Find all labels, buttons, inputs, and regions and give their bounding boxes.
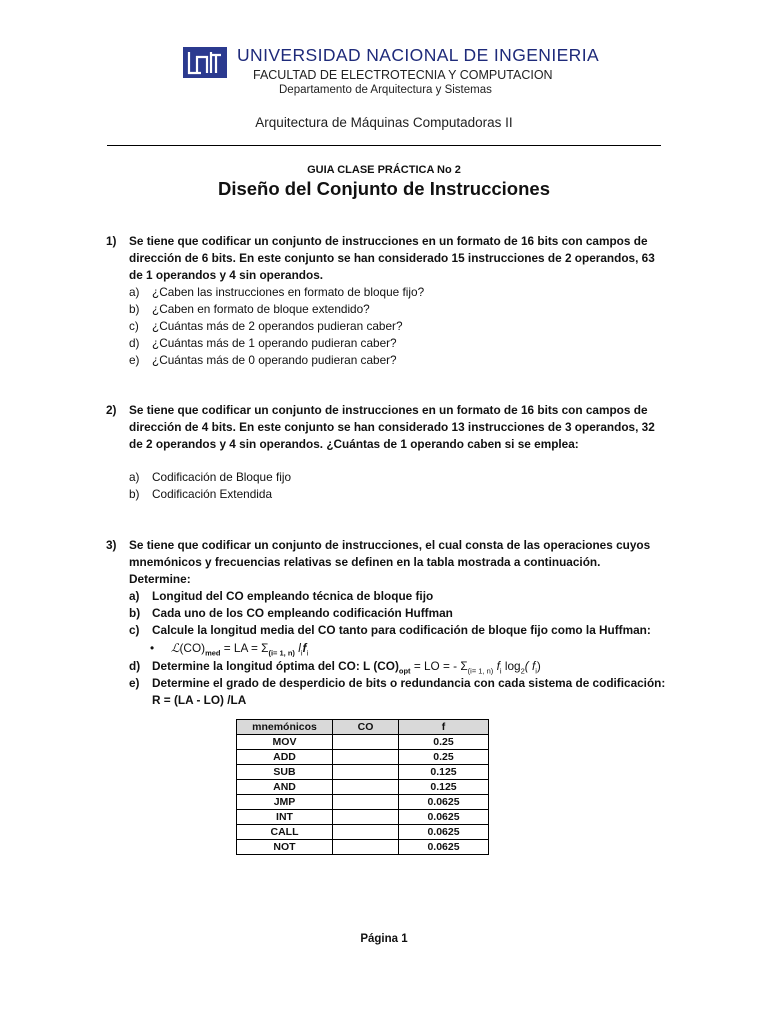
q1-item-e: ¿Cuántas más de 0 operando pudieran caber? xyxy=(152,353,397,367)
table-cell: 0.125 xyxy=(399,780,489,795)
q3-item-b: Cada uno de los CO empleando codificación Huffman xyxy=(152,606,453,620)
table-row xyxy=(237,780,489,795)
table-row xyxy=(237,825,489,840)
table-cell: 0.0625 xyxy=(399,795,489,810)
question-3-number: 3) xyxy=(106,538,117,552)
table-cell: 0.0625 xyxy=(399,840,489,855)
q1-item-d: ¿Cuántas más de 1 operando pudieran caber? xyxy=(152,336,397,350)
header-divider xyxy=(107,145,661,146)
q3-item-d: Determine la longitud óptima del CO: L $(CO)_{opt}$ = LO = - $\Sigma_{(i= 1, n)}$ $f_i$ $\log_2$( $f_i$) xyxy=(152,659,541,676)
department-name: Departamento de Arquitectura y Sistemas xyxy=(279,84,492,96)
q3-item-letter: d) xyxy=(129,659,141,673)
table-header-cell: CO xyxy=(333,720,399,735)
table-cell: AND xyxy=(237,780,333,795)
q1-item-a: ¿Caben las instrucciones en formato de bloque fijo? xyxy=(152,285,425,299)
bullet-icon: • xyxy=(150,641,155,655)
table-cell: SUB xyxy=(237,765,333,780)
table-cell xyxy=(333,750,399,765)
question-2-text: Se tiene que codificar un conjunto de instrucciones en un formato de 16 bits con campos de dirección de 4 bits. En este conjunto se han considerado 13 instrucciones de 3 operandos, 32 de 2 operandos y 4 sin operandos. ¿Cuántas de 1 operando caben si se emplea: xyxy=(129,403,655,451)
university-name: UNIVERSIDAD NACIONAL DE INGENIERIA xyxy=(237,45,600,65)
q1-item-letter: b) xyxy=(129,302,140,316)
table-cell xyxy=(333,780,399,795)
question-1-text: Se tiene que codificar un conjunto de instrucciones en un formato de 16 bits con campos de dirección de 6 bits. En este conjunto se han considerado 15 instrucciones de 2 operandos, 63 de 1 operandos y 4 sin operandos. xyxy=(129,234,655,282)
table-header-row xyxy=(237,720,489,735)
table-cell: JMP xyxy=(237,795,333,810)
guide-label: GUIA CLASE PRÁCTICA No 2 xyxy=(307,164,461,176)
table-cell xyxy=(333,795,399,810)
q1-item-c: ¿Cuántas más de 2 operandos pudieran caber? xyxy=(152,319,403,333)
q3-item-letter: b) xyxy=(129,606,141,620)
q3-item-letter: c) xyxy=(129,623,140,637)
table-cell: 0.0625 xyxy=(399,825,489,840)
q2-item-letter: a) xyxy=(129,470,140,484)
frequency-table xyxy=(236,719,489,855)
q1-item-letter: a) xyxy=(129,285,140,299)
q3-item-letter: a) xyxy=(129,589,140,603)
course-name: Arquitectura de Máquinas Computadoras II xyxy=(255,115,513,130)
q2-item-a: Codificación de Bloque fijo xyxy=(152,470,292,484)
table-cell: 0.25 xyxy=(399,750,489,765)
table-row xyxy=(237,750,489,765)
table-row xyxy=(237,810,489,825)
table-cell xyxy=(333,735,399,750)
table-cell: INT xyxy=(237,810,333,825)
question-3-text: Se tiene que codificar un conjunto de instrucciones, el cual consta de las operaciones cuyos mnemónicos y frecuencias relativas se definen en la tabla mostrada a continuación. Determine: xyxy=(129,538,651,586)
table-cell xyxy=(333,765,399,780)
q3-item-letter: e) xyxy=(129,676,140,690)
table-cell: MOV xyxy=(237,735,333,750)
table-cell: 0.0625 xyxy=(399,810,489,825)
table-header-cell: f xyxy=(399,720,489,735)
table-row xyxy=(237,840,489,855)
page-title: Diseño del Conjunto de Instrucciones xyxy=(217,178,550,199)
table-cell xyxy=(333,840,399,855)
redundancy-formula: R = (LA - LO) /LA xyxy=(152,693,247,707)
q1-item-letter: d) xyxy=(129,336,140,350)
university-logo xyxy=(183,47,227,78)
table-cell: 0.125 xyxy=(399,765,489,780)
table-cell: ADD xyxy=(237,750,333,765)
table-cell: NOT xyxy=(237,840,333,855)
faculty-name: FACULTAD DE ELECTROTECNIA Y COMPUTACION xyxy=(253,68,553,82)
question-1-number: 1) xyxy=(106,234,117,248)
q1-item-b: ¿Caben en formato de bloque extendido? xyxy=(152,302,370,316)
q1-item-letter: e) xyxy=(129,353,140,367)
table-cell xyxy=(333,825,399,840)
q3-item-a: Longitud del CO empleando técnica de bloque fijo xyxy=(152,589,434,603)
page-number: Página 1 xyxy=(360,933,408,945)
table-row xyxy=(237,795,489,810)
q2-item-letter: b) xyxy=(129,487,140,501)
table-cell: 0.25 xyxy=(399,735,489,750)
q3-item-c: Calcule la longitud media del CO tanto para codificación de bloque fijo como la Huffman: xyxy=(152,623,651,637)
formula-mean-length: $ℒ(CO)_{med}$ = LA = $\Sigma_{(i= 1, n)}$ $l_if_i$ xyxy=(171,641,309,658)
table-row xyxy=(237,735,489,750)
table-row xyxy=(237,765,489,780)
q3-item-e: Determine el grado de desperdicio de bits o redundancia con cada sistema de codificación: xyxy=(152,676,666,690)
question-2-number: 2) xyxy=(106,403,117,417)
q2-item-b: Codificación Extendida xyxy=(152,487,273,501)
table-cell xyxy=(333,810,399,825)
table-header-cell: mnemónicos xyxy=(237,720,333,735)
script-l-icon: ℒ xyxy=(171,641,180,655)
table-cell: CALL xyxy=(237,825,333,840)
q1-item-letter: c) xyxy=(129,319,139,333)
